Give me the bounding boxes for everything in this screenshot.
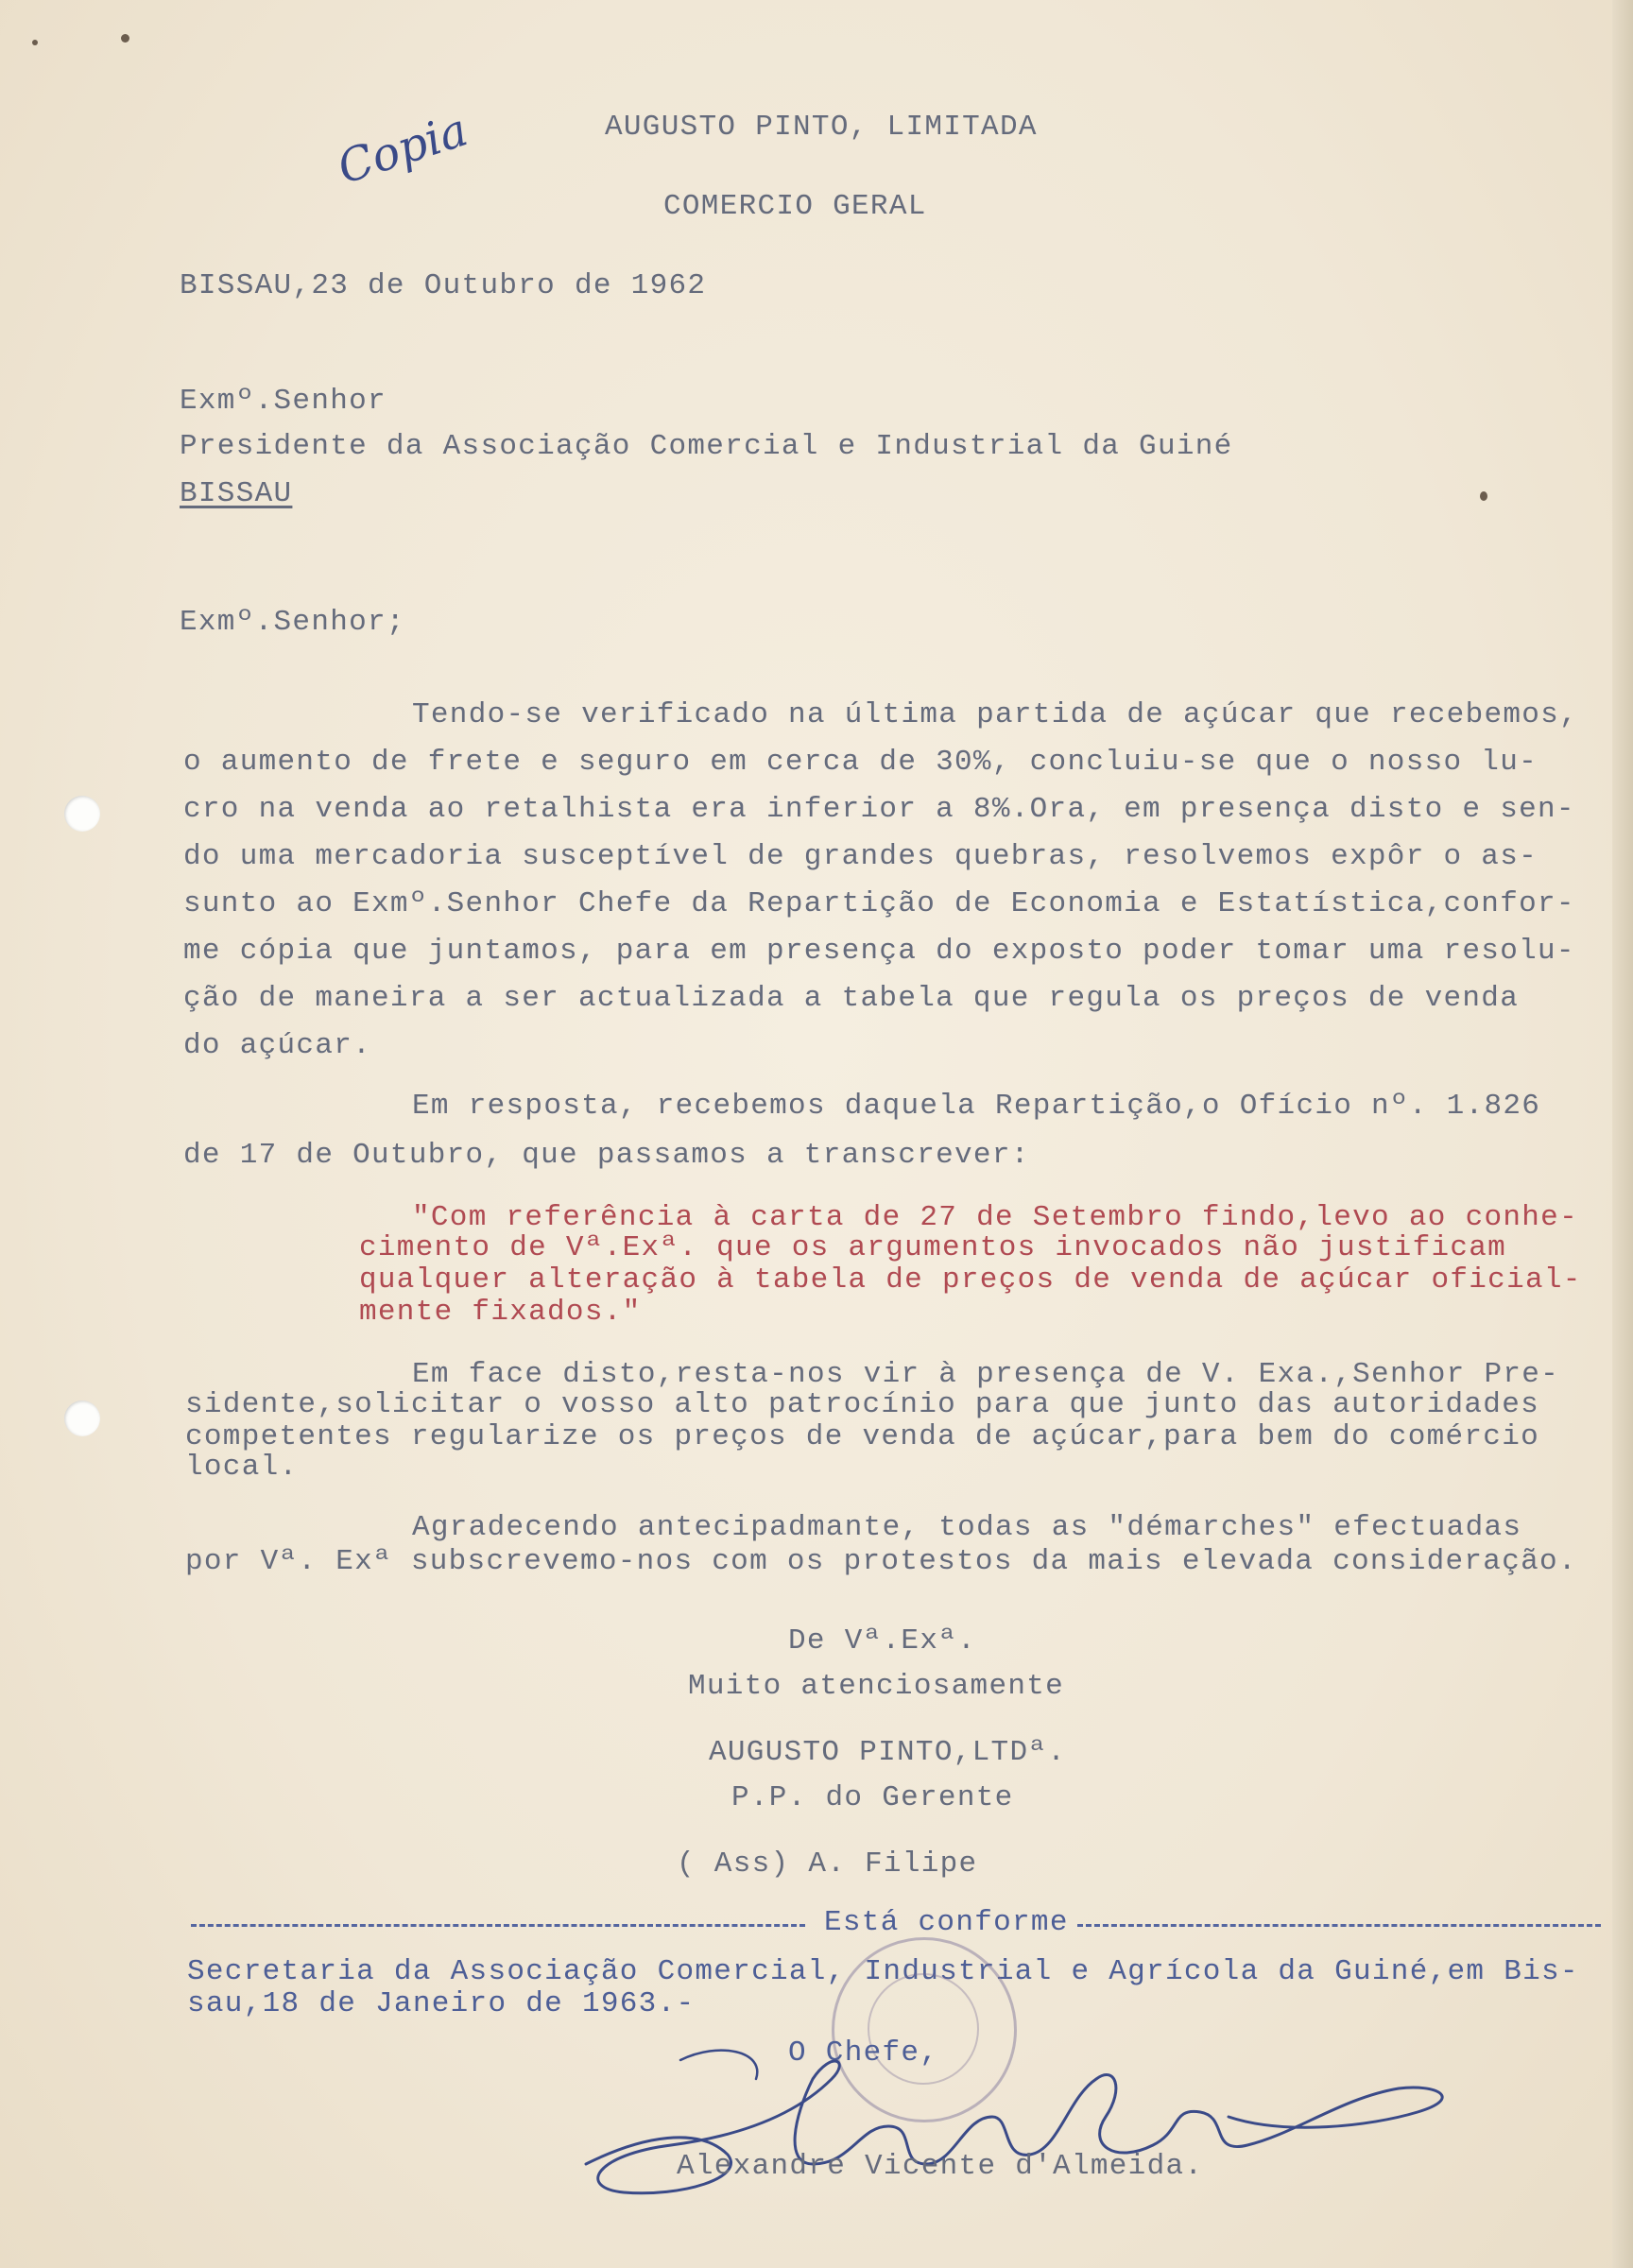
company-name: AUGUSTO PINTO, LIMITADA (605, 111, 1038, 144)
addressee-city: BISSAU (180, 477, 293, 510)
page-edge-shadow (1612, 0, 1633, 2268)
body-line: Em face disto,resta-nos vir à presença de V. Exa.,Senhor Pre- (412, 1358, 1560, 1391)
certification-role: O Chefe, (788, 2036, 939, 2070)
addressee-salutation: Exmº.Senhor (180, 385, 387, 418)
paper-speck (121, 34, 129, 43)
certification-line: sau,18 de Janeiro de 1963.- (187, 1987, 696, 2020)
body-line: Tendo-se verificado na última partida de açúcar que recebemos, (412, 698, 1578, 731)
closing-line: De Vª.Exª. (788, 1624, 977, 1658)
addressee-title: Presidente da Associação Comercial e Industrial da Guiné (180, 430, 1233, 463)
closing-company: AUGUSTO PINTO,LTDª. (709, 1736, 1067, 1769)
body-line: sidente,solicitar o vosso alto patrocínio para que junto das autoridades (185, 1388, 1540, 1421)
body-line: me cópia que juntamos, para em presença do exposto poder tomar uma resolu- (183, 935, 1575, 968)
closing-line: P.P. do Gerente (731, 1781, 1014, 1814)
divider-right (1077, 1924, 1601, 1927)
punch-hole-bottom (64, 1400, 100, 1436)
quote-line: mente fixados." (359, 1296, 642, 1329)
body-line: ção de maneira a ser actualizada a tabela que regula os preços de venda (183, 982, 1520, 1015)
paper-speck (32, 40, 38, 45)
date-line: BISSAU,23 de Outubro de 1962 (180, 269, 707, 302)
certification-line: Secretaria da Associação Comercial, Industrial e Agrícola da Guiné,em Bis- (187, 1955, 1579, 1988)
body-line: cro na venda ao retalhista era inferior a 8%.Ora, em presença disto e sen- (183, 793, 1575, 826)
body-line: por Vª. Exª subscrevemo-nos com os protestos da mais elevada consideração. (185, 1545, 1577, 1578)
punch-hole-top (64, 796, 100, 832)
body-line: do uma mercadoria susceptível de grandes quebras, resolvemos expôr o as- (183, 840, 1538, 873)
body-line: de 17 de Outubro, que passamos a transcrever: (183, 1139, 1030, 1172)
signatory-name: Alexandre Vicente d'Almeida. (677, 2150, 1204, 2183)
quote-line: qualquer alteração à tabela de preços de venda de açúcar oficial- (359, 1263, 1582, 1297)
greeting: Exmº.Senhor; (180, 606, 405, 639)
body-line: Em resposta, recebemos daquela Repartição,o Ofício nº. 1.826 (412, 1090, 1541, 1123)
body-line: sunto ao Exmº.Senhor Chefe da Repartição de Economia e Estatística,confor- (183, 887, 1575, 920)
body-line: Agradecendo antecipadmante, todas as "démarches" efectuadas (412, 1511, 1522, 1544)
closing-line: Muito atenciosamente (688, 1670, 1065, 1703)
closing-signed: ( Ass) A. Filipe (677, 1847, 978, 1881)
body-line: o aumento de frete e seguro em cerca de 30%, concluiu-se que o nosso lu- (183, 746, 1538, 779)
handwritten-annotation: Copia (331, 103, 474, 195)
body-line: do açúcar. (183, 1029, 372, 1062)
quote-line: cimento de Vª.Exª. que os argumentos invocados não justificam (359, 1231, 1507, 1264)
paper-speck (1480, 491, 1487, 501)
handwritten-signature (567, 2022, 1474, 2221)
body-line: local. (185, 1451, 299, 1484)
body-line: competentes regularize os preços de venda de açúcar,para bem do comércio (185, 1420, 1540, 1453)
certification-label: Está conforme (824, 1906, 1069, 1939)
quote-line: "Com referência à carta de 27 de Setembro findo,levo ao conhe- (412, 1201, 1578, 1234)
divider-left (191, 1924, 805, 1927)
company-trade: COMERCIO GERAL (663, 190, 927, 223)
